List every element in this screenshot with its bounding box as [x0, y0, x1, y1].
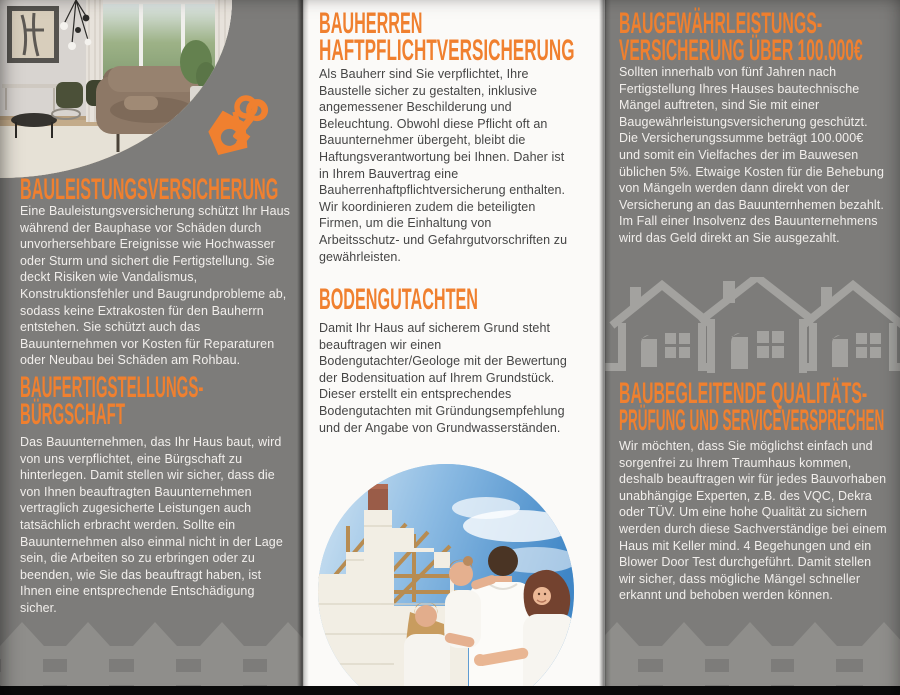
family-construction-illustration [318, 464, 574, 695]
heading-bauherren-haftpflicht [319, 7, 605, 67]
fence-roof [662, 622, 706, 646]
fence-stripe [0, 646, 303, 659]
text-haftpflicht: Als Bauherr sind Sie verpflichtet, Ihre Baustelle sicher zu gestalten, inklusive angemessener Beschilderung und Beleuchtung. Obwohl diese Pflicht oft an Bauunternehmer übergeht, bleibt die Haftungsverantwortung bei Ihnen. Daher ist in Ihrem Bauvertrag eine Bauherrenhaftpflichtversicherung enthalten. Wir koordinieren zudem die beteiligten Firmen, um die Einhaltung von Arbeitsschutz- und Gefahrgutvorschriften zu gewährleisten. [319, 67, 568, 264]
heading-baugewaehrleistungsversicherung [619, 7, 900, 67]
heading-line: VERSICHERUNG ÜBER 100.000€ [619, 34, 863, 67]
heading-line: PRÜFUNG UND SERVICEVERSPRECHEN [619, 404, 885, 437]
heading-line: BAUGEWÄHRLEISTUNGS- [619, 7, 823, 40]
text-buergschaft: Das Bauunternehmen, das Ihr Haus baut, wird von uns verpflichtet, eine Bürgschaft zu hinterlegen. Damit stellen wir sicher, dass die von Ihnen beauftragten Bauunternehmen vertraglich zugesicherte Leistungen auch tatsächlich erbracht werden. Sollte ein Bauunternehmen also einmal nicht in der Lage sein, die Arbeiten so zu erbringen oder zu beenden, wie Sie das beauftragt haben, ist Ihnen eine entsprechende Entschädigung sicher. [20, 435, 283, 615]
heading-bodengutachten [319, 283, 605, 316]
family-construction-photo [318, 464, 574, 695]
heading-qualitaetspruefung [619, 377, 900, 437]
heading-line: BODENGUTACHTEN [319, 283, 478, 316]
heading-line: BAULEISTUNGSVERSICHERUNG [20, 173, 279, 206]
fence-roof [0, 622, 44, 646]
text-baugewaehrleistung: Sollten innerhalb von fünf Jahren nach Fertigstellung Ihres Hauses bautechnische Mängel auftreten, sind Sie mit einer Baugewährleistungsversicherung geschützt. Die Versicherungssumme beträgt 100.000€ und somit ein Vielfaches der im Bauwesen üblichen 5%. Etwaige Kosten für die Behebung von Mängeln werden dann direkt von der Versicherung an das Bauunternhemen bezahlt. Im Fall einer Insolvenz des Bauunternehmens wird das Geld direkt an Sie ausgezahlt. [619, 65, 884, 245]
living-room-illustration [0, 0, 232, 178]
text-qualitaetspruefung: Wir möchten, dass Sie möglichst einfach und sorgenfrei zu Ihrem Traumhaus kommen, deshalb beauftragen wir für jedes Bauvorhaben unabhängige Experten, z.B. des VQC, Dekra oder TÜV. Um eine hohe Qualität zu sichern werden durch diese Sachverständige bei einem Haus mit Keller mind. 4 Begehungen und ein Blower Door Test durchgeführt. Damit stellen wir sicher, dass mögliche Mängel schneller erkannt und behoben werden können. [619, 439, 887, 603]
text-bauleistungsversicherung: Eine Bauleistungsversicherung schützt Ihr Haus während der Bauphase vor Schäden durch unvorhersehbare Ereignisse wie Hochwasser oder Sturm und sichert die Fertigstellung. Sie deckt Risiken wie Vandalismus, Konstruktionsfehler und Baugrundprobleme ab, sodass keine Extrakosten für den Bauherrn entstehen. Sie schützt auch das Bauunternehmen vor Kosten für Reparaturen oder Neubau bei Schäden am Rohbau. [20, 204, 291, 368]
fence-roof [133, 622, 177, 646]
house-keys-icon [206, 92, 282, 156]
panel-middle [303, 0, 605, 695]
heading-line: HAFTPFLICHTVERSICHERUNG [319, 34, 575, 67]
panel-fold-shadow [599, 0, 611, 695]
panel-fold-shadow [297, 0, 309, 695]
fence-roof [66, 622, 110, 646]
heading-line: BÜRGSCHAFT [20, 398, 125, 431]
panel-right [605, 0, 900, 695]
heading-line: BAUHERREN [319, 7, 423, 40]
fence-stripe [0, 672, 303, 685]
heading-line: BAUFERTIGSTELLUNGS- [20, 371, 204, 404]
house-fence-decoration [0, 620, 303, 695]
fence-roof [200, 622, 244, 646]
text-bodengutachten: Damit Ihr Haus auf sicherem Grund steht beauftragen wir einen Bodengutachter/Geologe mit der Bewertung der Bodensituation auf Ihrem Grundstück. Dieser erstellt ein entsprechendes Bodengutachten mit Gründungsempfehlung und der Angabe von Grundwasserständen. [319, 321, 567, 435]
bottom-black-bar [0, 686, 900, 695]
fence-roof [793, 622, 837, 646]
heading-line: BAUBEGLEITENDE QUALITÄTS- [619, 377, 868, 410]
heading-bauleistungsversicherung [20, 173, 303, 206]
living-room-photo [0, 0, 232, 178]
heading-baufertigstellungs-buergschaft [20, 371, 303, 431]
house-outlines-decoration [605, 277, 900, 373]
fence-stripe [605, 646, 900, 659]
panel-left [0, 0, 303, 695]
fence-roof [728, 622, 772, 646]
fence-roof [862, 622, 900, 646]
house-fence-decoration [605, 620, 900, 695]
fence-stripe [605, 672, 900, 685]
